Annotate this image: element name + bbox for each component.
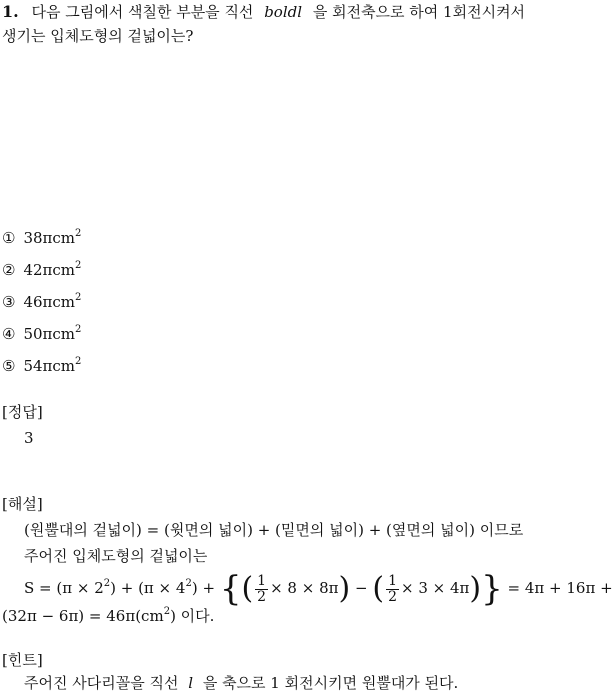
explanation-line-1: (원뿔대의 겉넓이) = (윗면의 넓이) + (밑면의 넓이) + (옆면의 넓이) 이므로	[24, 521, 524, 539]
paren-close-2: )	[469, 571, 482, 606]
answer-value: 3	[24, 429, 34, 447]
choice-3[interactable]	[2, 292, 81, 312]
fraction-1-num: 1	[257, 572, 267, 589]
choice-exponent: 2	[75, 356, 82, 367]
question-line-2: 생기는 입체도형의 겉넓이는?	[2, 27, 194, 45]
hint-label: [힌트]	[2, 651, 43, 669]
hint-text	[24, 673, 458, 693]
hint-text-b: 을 축으로 1 회전시키면 원뿔대가 된다.	[202, 674, 459, 692]
question-text-a: 다음 그림에서 색칠한 부분을 직선	[31, 3, 254, 21]
choice-mark: ⑤	[2, 357, 16, 375]
paren-close-1: )	[338, 571, 351, 606]
paren-open-2: (	[372, 571, 385, 606]
eq-part-1: ) + (π × 4	[110, 579, 186, 597]
choice-exponent: 2	[75, 260, 82, 271]
choice-mark: ①	[2, 229, 16, 247]
question-text-b: 을 회전축으로 하여 1회전시켜서	[312, 3, 526, 21]
eq-end: = 4π + 16π +	[507, 579, 613, 597]
eq-part-2: ) +	[191, 579, 216, 597]
choice-value: 50πcm	[23, 325, 76, 343]
explanation-line-2: 주어진 입체도형의 겉넓이는	[24, 547, 208, 565]
choice-mark: ②	[2, 261, 16, 279]
figure-placeholder	[40, 60, 520, 220]
paren-open-1: (	[241, 571, 254, 606]
choice-exponent: 2	[75, 324, 82, 335]
choice-1[interactable]	[2, 228, 81, 248]
explanation-label: [해설]	[2, 495, 43, 513]
choice-mark: ④	[2, 325, 16, 343]
hint-text-a: 주어진 사다리꼴을 직선	[24, 674, 179, 692]
eq-mid-1: × 8 × 8π	[270, 579, 339, 597]
choice-mark: ③	[2, 293, 16, 311]
fraction-1	[255, 574, 268, 605]
choice-value: 46πcm	[23, 293, 76, 311]
question-number: 1.	[2, 2, 19, 21]
explanation-line-4	[2, 606, 214, 626]
eq-line4-end: ) 이다.	[170, 607, 215, 625]
explanation-equation	[24, 569, 613, 609]
eq-start: S = (π × 2	[24, 579, 104, 597]
choice-2[interactable]	[2, 260, 81, 280]
fraction-2	[386, 574, 399, 605]
choice-value: 38πcm	[23, 229, 76, 247]
fraction-1-den: 2	[257, 588, 267, 605]
hint-variable: l	[188, 674, 194, 692]
choice-value: 54πcm	[23, 357, 76, 375]
choice-5[interactable]	[2, 356, 81, 376]
fraction-2-den: 2	[388, 588, 397, 605]
question-variable: boldl	[264, 3, 303, 21]
eq-minus: −	[354, 579, 368, 597]
choice-value: 42πcm	[23, 261, 76, 279]
fraction-2-num: 1	[388, 572, 397, 589]
choice-exponent: 2	[75, 228, 82, 239]
brace-open: {	[219, 569, 242, 609]
choice-4[interactable]	[2, 324, 81, 344]
choice-exponent: 2	[75, 292, 82, 303]
brace-close: }	[481, 569, 503, 609]
eq-exp-1: 2	[103, 578, 111, 589]
question-line-1	[2, 2, 525, 22]
answer-label: [정답]	[2, 403, 43, 421]
eq-mid-2: × 3 × 4π	[400, 579, 470, 597]
eq-exp-2: 2	[185, 578, 192, 589]
eq-line4: (32π − 6π) = 46π(cm	[2, 607, 164, 625]
eq-exp-3: 2	[163, 606, 171, 617]
